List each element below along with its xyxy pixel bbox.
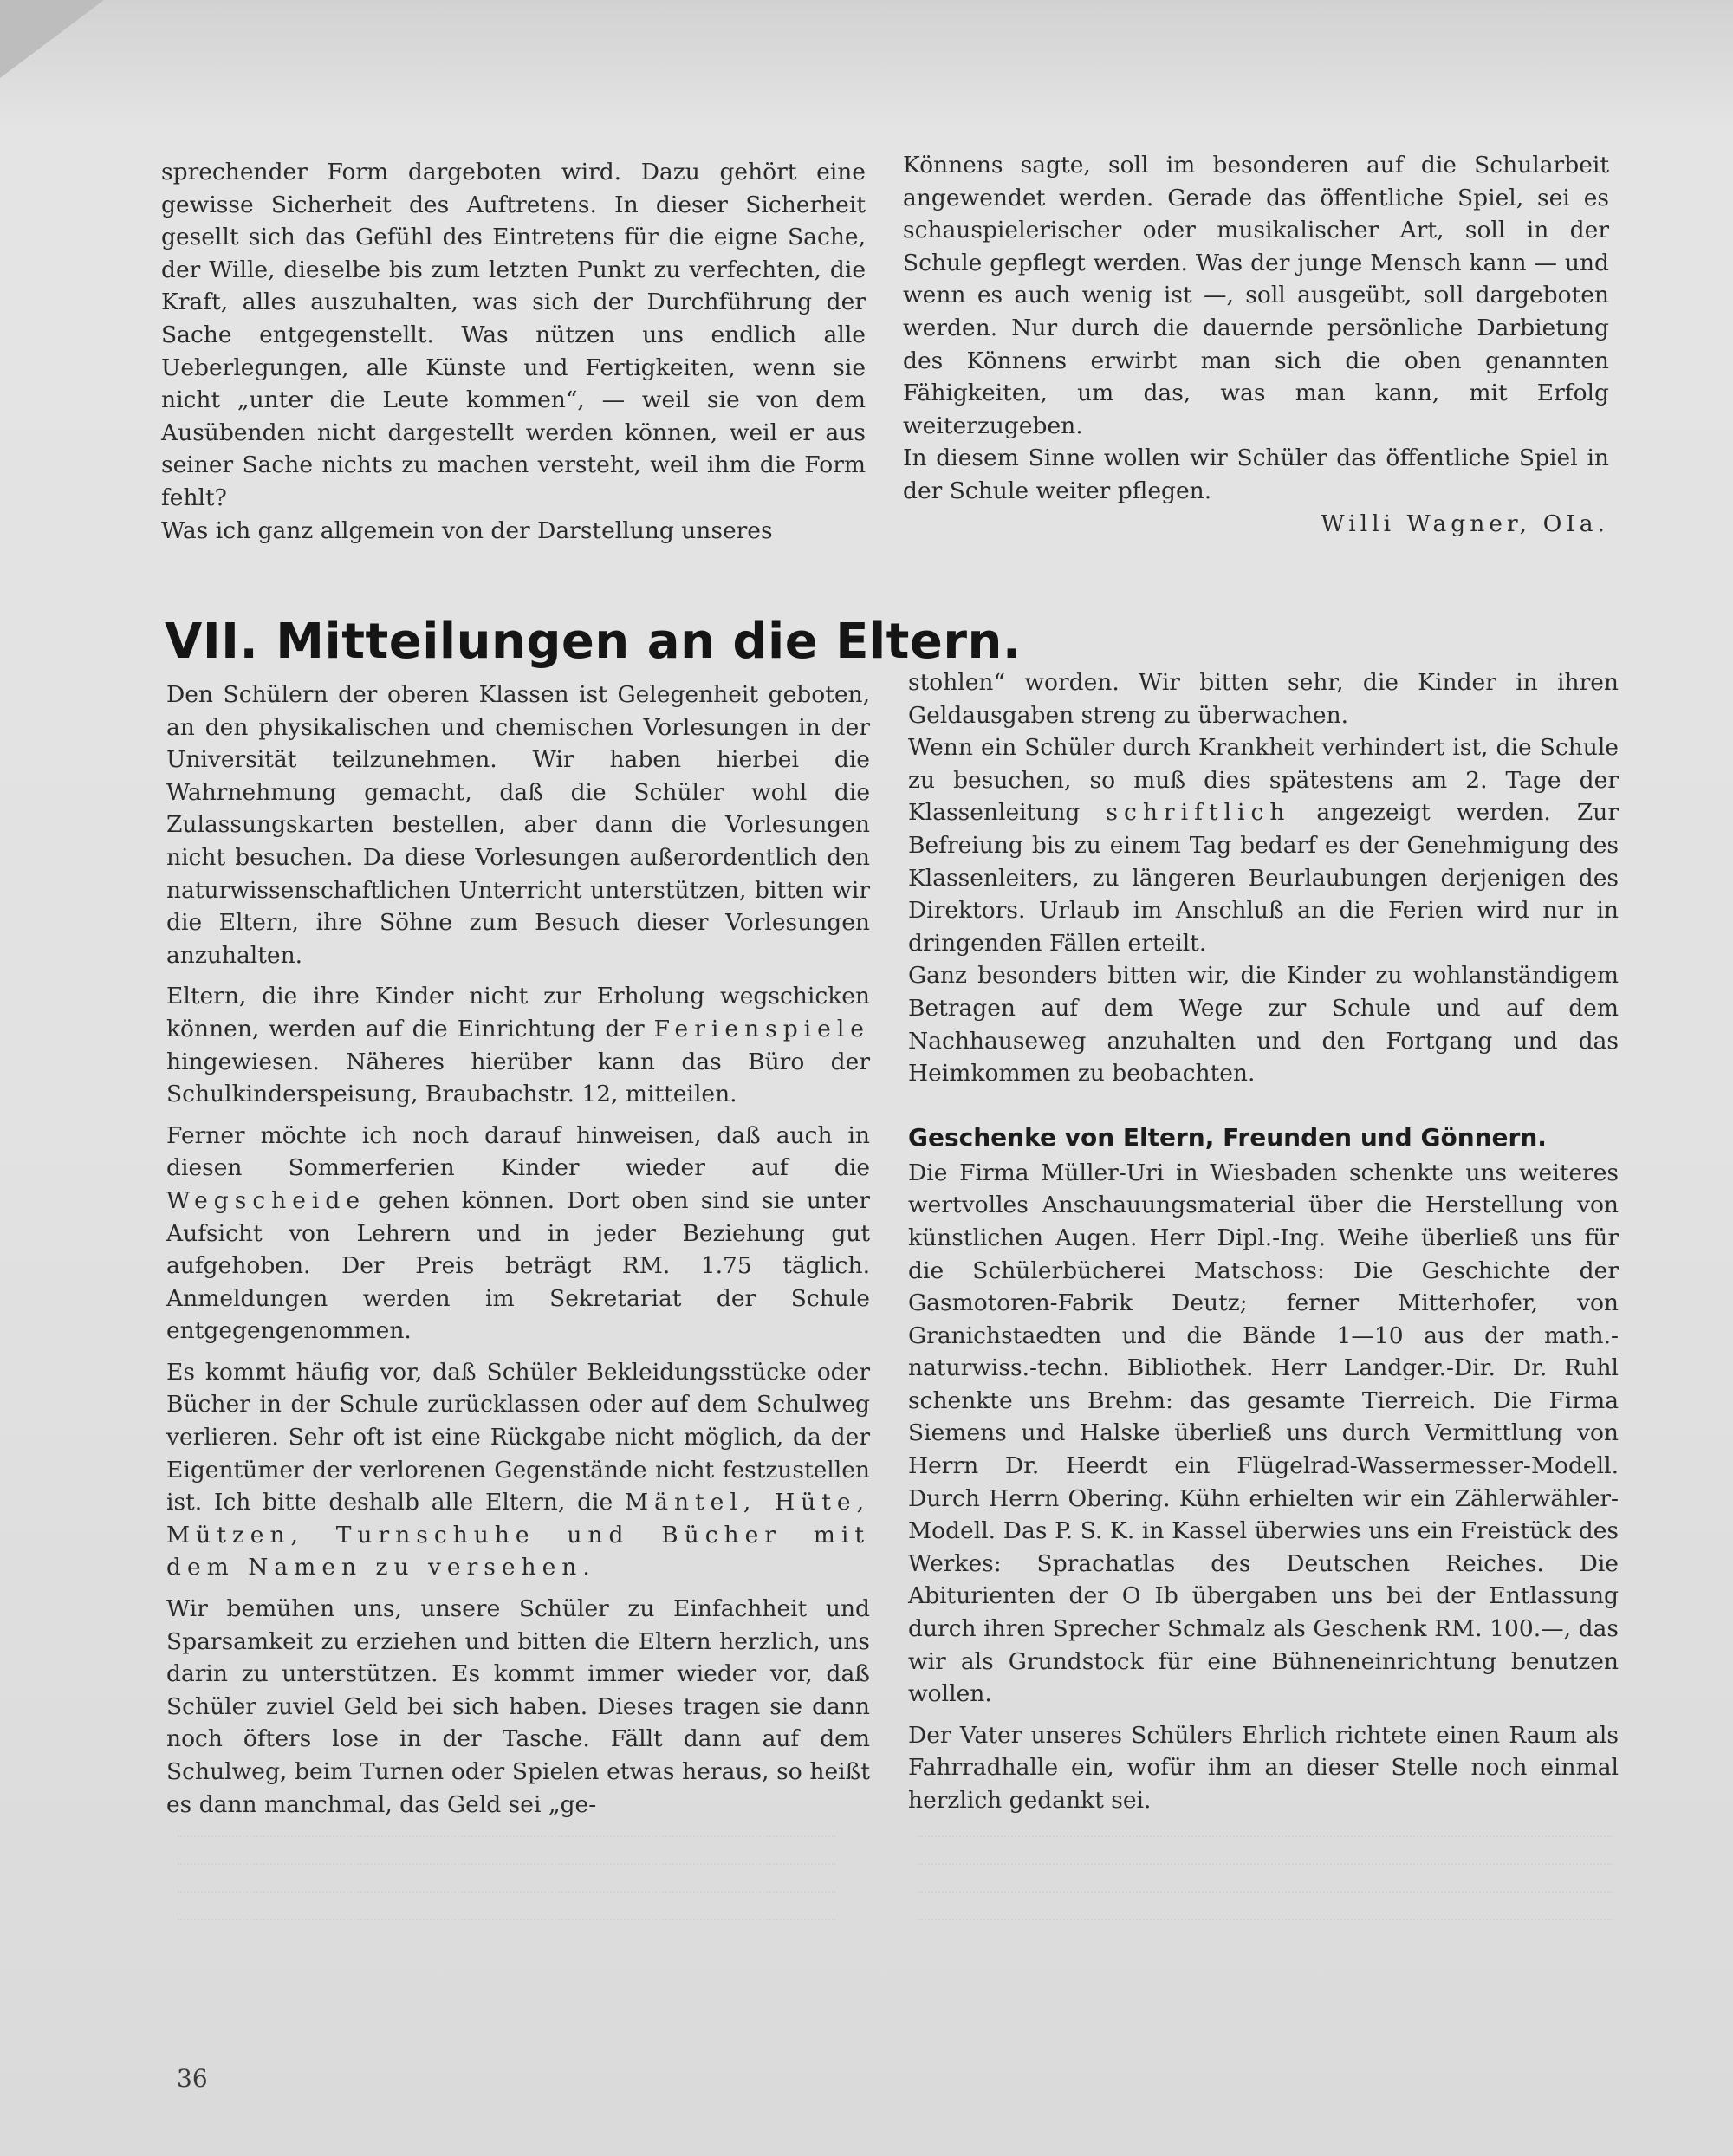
paragraph <box>166 980 870 1110</box>
paragraph: Wir bemühen uns, unsere Schüler zu Einfachheit und Sparsamkeit zu erziehen und bitten die Eltern herzlich, uns darin zu unterstützen. Es kommt immer wieder vor, daß Schüler zuviel Geld bei sich haben. Dieses tragen sie dann noch öfters lose in der Tasche. Fällt dann auf dem Schulweg, beim Turnen oder Spielen etwas heraus, so heißt es dann manchmal, das Geld sei „ge- <box>166 1595 870 1818</box>
paragraph <box>166 1120 870 1348</box>
bleed-through-right <box>918 1820 1612 1984</box>
paragraph: Der Vater unseres Schülers Ehrlich richtete einen Raum als Fahrradhalle ein, wofür ihm an dieser Stelle noch einmal herzlich gedankt sei. <box>908 1721 1619 1814</box>
paragraph: Was ich ganz allgemein von der Darstellung unseres <box>161 516 773 544</box>
text-run: hingewiesen. Näheres hierüber kann das Büro der Schulkinderspeisung, Braubachstr. 12, mitteilen. <box>166 1048 870 1108</box>
main-left-column <box>166 679 870 1821</box>
bleed-through-left <box>178 1820 836 1984</box>
spaced-emphasis: schriftlich <box>1106 799 1291 827</box>
section-heading: VII. Mitteilungen an die Eltern. <box>165 614 1022 670</box>
text-run: angezeigt werden. Zur Befreiung bis zu einem Tag bedarf es der Genehmigung des Klassenleiters, zu längeren Beurlaubungen derjenigen des Direktors. Urlaub im Anschluß an die Ferien wird nur in dringenden Fällen erteilt. <box>908 799 1619 957</box>
spaced-emphasis: Wegscheide <box>166 1186 367 1214</box>
paragraph: Könnens sagte, soll im besonderen auf die Schularbeit angewendet werden. Gerade das öffentliche Spiel, sei es schauspielerischer oder musikalischer Art, soll in der Schule gepflegt werden. Was der junge Mensch kann — und wenn es auch wenig ist —, soll ausgeübt, soll dargeboten werden. Nur durch die dauernde persönliche Darbietung des Könnens erwirbt man sich die oben genannten Fähigkeiten, um das, was man kann, mit Erfolg weiterzugeben. <box>903 152 1609 439</box>
paragraph: stohlen“ worden. Wir bitten sehr, die Kinder in ihren Geldausgaben streng zu überwachen. <box>908 669 1619 729</box>
paragraph: Die Firma Müller-Uri in Wiesbaden schenkte uns weiteres wertvolles Anschauungsmaterial über die Herstellung von künstlichen Augen. Herr Dipl.-Ing. Weihe überließ uns für die Schülerbücherei Matschoss: Die Geschichte der Gasmotoren-Fabrik Deutz; ferner Mitterhofer, von Granichstaedten und die Bände 1—10 aus der math.-naturwiss.-techn. Bibliothek. Herr Landger.-Dir. Dr. Ruhl schenkte uns Brehm: das gesamte Tierreich. Die Firma Siemens und Halske überließ uns durch Vermittlung von Herrn Dr. Heerdt ein Flügelrad-Wassermesser-Modell. Durch Herrn Obering. Kühn erhielten wir ein Zählerwähler-Modell. Das P. S. K. in Kassel überwies uns ein Freistück des Werkes: Sprachatlas des Deutschen Reiches. Die Abiturienten der O Ib übergaben uns bei der Entlassung durch ihren Sprecher Schmalz als Geschenk RM. 100.—, das wir als Grundstock für eine Bühneneinrichtung benutzen wollen. <box>908 1159 1619 1708</box>
main-right-column <box>908 666 1619 1817</box>
subheading: Geschenke von Eltern, Freunden und Gönnern. <box>908 1122 1547 1152</box>
page-corner-fold <box>0 0 104 78</box>
top-left-column <box>161 156 866 547</box>
paragraph: Den Schülern der oberen Klassen ist Gelegenheit geboten, an den physikalischen und chemischen Vorlesungen in der Universität teilzunehmen. Wir haben hierbei die Wahrnehmung gemacht, daß die Schüler wohl die Zulassungskarten bestellen, aber dann die Vorlesungen nicht besuchen. Da diese Vorlesungen außerordentlich den naturwissenschaftlichen Unterricht unterstützen, bitten wir die Eltern, ihre Söhne zum Besuch dieser Vorlesungen anzuhalten. <box>166 681 870 969</box>
paragraph <box>166 1356 870 1584</box>
top-right-column <box>903 149 1609 540</box>
text-run: Ferner möchte ich noch darauf hinweisen, daß auch in diesen Sommerferien Kinder wieder auf die <box>166 1121 870 1182</box>
paragraph <box>908 731 1619 959</box>
signature: Willi Wagner, OIa. <box>1321 510 1609 537</box>
text-run: Es kommt häufig vor, daß Schüler Bekleidungsstücke oder Bücher in der Schule zurücklassen oder auf dem Schulweg verlieren. Sehr oft ist eine Rückgabe nicht möglich, da der Eigentümer der verlorenen Gegenstände nicht festzustellen ist. Ich bitte deshalb alle Eltern, die <box>166 1358 870 1516</box>
text-run: gehen können. Dort oben sind sie unter Aufsicht von Lehrern und in jeder Beziehung gut aufgehoben. Der Preis beträgt RM. 1.75 täglich. Anmeldungen werden im Sekretariat der Schule entgegengenommen. <box>166 1186 870 1345</box>
text-run: Eltern, die ihre Kinder nicht zur Erholung wegschicken können, werden auf die Einrichtung der <box>166 983 870 1042</box>
text-run: Wenn ein Schüler durch Krankheit verhindert ist, die Schule zu besuchen, so muß dies spätestens am 2. Tage der Klassenleitung <box>908 734 1619 827</box>
spaced-emphasis: Mäntel, Hüte, Mützen, Turnschuhe und Bücher mit dem Namen zu versehen. <box>166 1489 871 1581</box>
paragraph: Ganz besonders bitten wir, die Kinder zu wohlanständigem Betragen auf dem Wege zur Schule und auf dem Nachhauseweg anzuhalten und den Fortgang und das Heimkommen zu beobachten. <box>908 962 1619 1088</box>
paragraph: sprechender Form dargeboten wird. Dazu gehört eine gewisse Sicherheit des Auftretens. In dieser Sicherheit gesellt sich das Gefühl des Eintretens für die eigne Sache, der Wille, dieselbe bis zum letzten Punkt zu verfechten, die Kraft, alles auszuhalten, was sich der Durchführung der Sache entgegenstellt. Was nützen uns endlich alle Ueberlegungen, alle Künste und Fertigkeiten, wenn sie nicht „unter die Leute kommen“, — weil sie von dem Ausübenden nicht dargestellt werden können, weil er aus seiner Sache nichts zu machen versteht, weil ihm die Form fehlt? <box>161 159 866 511</box>
spaced-emphasis: Ferienspiele <box>653 1015 870 1042</box>
paragraph: In diesem Sinne wollen wir Schüler das öffentliche Spiel in der Schule weiter pflegen. <box>903 445 1609 504</box>
page-number: 36 <box>177 2064 208 2093</box>
